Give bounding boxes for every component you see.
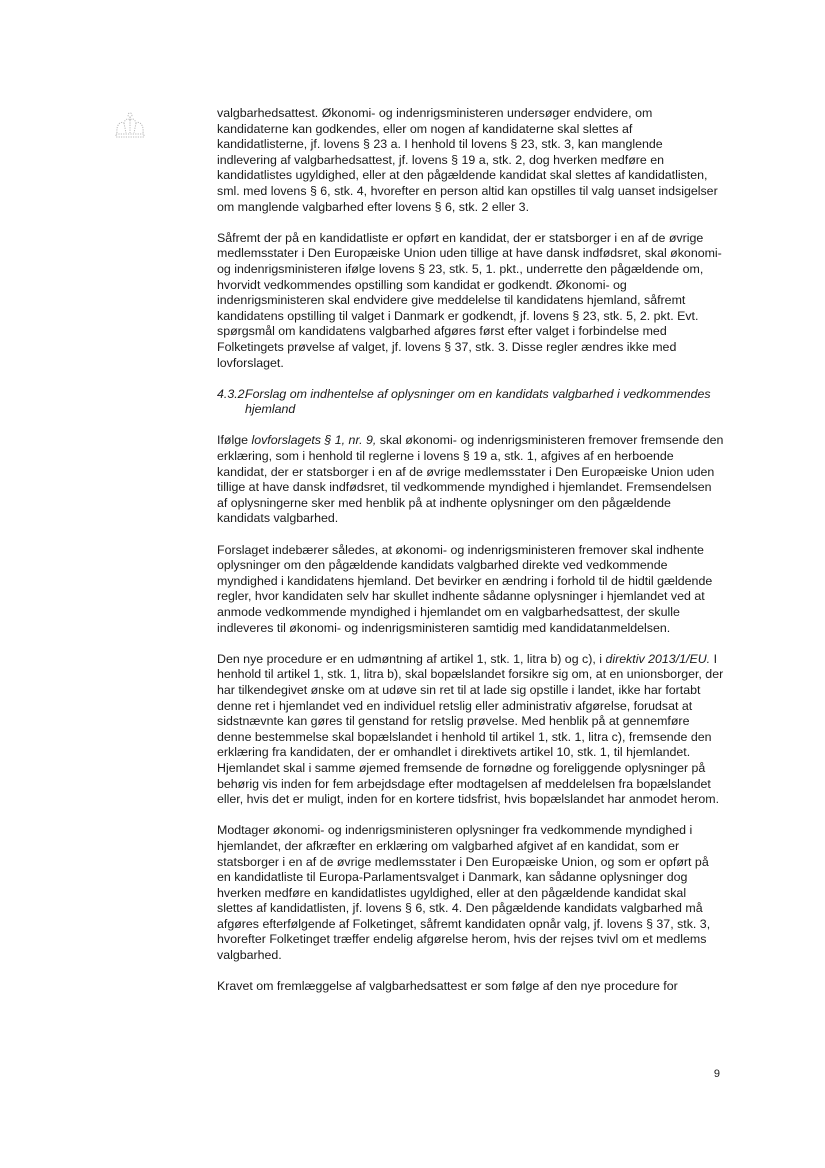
paragraph-5-text-a: Den nye procedure er en udmøntning af artikel 1, stk. 1, litra b) og c), i (217, 651, 606, 666)
paragraph-3 (217, 433, 725, 527)
section-number: 4.3.2. (217, 386, 249, 401)
body-text (217, 106, 725, 1010)
paragraph-4: Forslaget indebærer således, at økonomi- og indenrigsministeren fremover skal indhente oplysninger om den pågældende kandidats valgbarhed direkte ved vedkommende myndighed i kandidatens hjemland. Det bevirker en ændring i forhold til de hidtil gældende regler, hvor kandidaten selv har skullet indhente sådanne oplysninger i hjemlandet ved at anmode vedkommende myndighed i hjemlandet om en valgbarhedsattest, der skulle indleveres til økonomi- og indenrigsministeren samtidig med kandidatanmeldelsen. (217, 542, 713, 635)
paragraph-3-italic: lovforslagets § 1, nr. 9, (251, 433, 377, 448)
paragraph-5 (217, 652, 725, 808)
paragraph-3-text-a: Ifølge (217, 433, 252, 448)
paragraph-3-text-b: skal økonomi- og indenrigsministeren fremover fremsende den erklæring, som i henhold til reglerne i lovens § 19 a, stk. 1, afgives af en herboende kandidat, der er statsborger i en af de øvrige medlemsstater i Den Europæiske Union uden tillige at have dansk indfødsret, til vedkommende myndighed i hjemlandet. Fremsendelsen af oplysningerne sker med henblik på at indhente oplysninger om den pågældende kandidats valgbarhed. (217, 433, 724, 526)
section-heading (217, 387, 725, 418)
page-number: 9 (713, 1068, 720, 1080)
paragraph-1: valgbarhedsattest. Økonomi- og indenrigsministeren undersøger endvidere, om kandidaterne kan godkendes, eller om nogen af kandidaterne skal slettes af kandidatlisterne, jf. lovens § 23 a. I henhold til lovens § 23, stk. 3, kan manglende indlevering af valgbarhedsattest, jf. lovens § 19 a, stk. 2, dog hverken medføre en kandidatlistes ugyldighed, eller at den pågældende kandidat skal slettes af kandidatlisten, sml. med lovens § 6, stk. 4, hvorefter en person altid kan opstilles til valg uanset indsigelser om manglende valgbarhed efter lovens § 6, stk. 2 eller 3. (217, 106, 718, 214)
paragraph-7: Kravet om fremlæggelse af valgbarhedsattest er som følge af den nye procedure for (217, 979, 678, 994)
paragraph-5-italic: direktiv 2013/1/EU. (605, 651, 711, 666)
paragraph-2: Såfremt der på en kandidatliste er opført en kandidat, der er statsborger i en af de øvrige medlemsstater i Den Europæiske Union uden tillige at have dansk indfødsret, skal økonomi- og indenrigsministeren ifølge lovens § 23, stk. 5, 1. pkt., underrette den pågældende om, hvorvidt vedkommendes opstilling som kandidat er godkendt. Økonomi- og indenrigsministeren skal endvidere give meddelelse til kandidatens hjemland, såfremt kandidatens opstilling til valget i Danmark er godkendt, jf. lovens § 23, stk. 5, 2. pkt. Evt. spørgsmål om kandidatens valgbarhed afgøres først efter valget i forbindelse med Folketingets prøvelse af valget, jf. lovens § 37, stk. 3. Disse regler ændres ikke med lovforslaget. (217, 230, 722, 370)
section-title: Forslag om indhentelse af oplysninger om en kandidats valgbarhed i vedkommendes hjemland (245, 386, 711, 417)
danish-crown-icon (112, 110, 148, 140)
paragraph-6: Modtager økonomi- og indenrigsministeren oplysninger fra vedkommende myndighed i hjemlandet, der afkræfter en erklæring om valgbarhed afgivet af en kandidat, som er statsborger i en af de øvrige medlemsstater i Den Europæiske Union, og som er opført på en kandidatliste til Europa-Parlamentsvalget i Danmark, kan sådanne oplysninger dog hverken medføre en kandidatlistes ugyldighed, eller at den pågældende kandidat skal slettes af kandidatlisten, jf. lovens § 6, stk. 4. Den pågældende kandidats valgbarhed må afgøres efterfølgende af Folketinget, såfremt kandidaten opnår valg, jf. lovens § 37, stk. 3, hvorefter Folketinget træffer endelig afgørelse herom, hvis der rejses tvivl om et medlems valgbarhed. (217, 823, 711, 963)
paragraph-5-text-b: I henhold til artikel 1, stk. 1, litra b), skal bopælslandet forsikre sig om, at en unionsborger, der har tilkendegivet ønske om at udøve sin ret til at lade sig opstille i landet, ikke har fortabt denne ret i hjemlandet ved en individuel retslig eller administrativ afgørelse, forudsat at sidstnævnte kan gøres til genstand for retslig prøvelse. Med henblik på at gennemføre denne bestemmelse skal bopælslandet i henhold til artikel 1, stk. 1, litra c), fremsende den erklæring fra kandidaten, der er omhandlet i direktivets artikel 10, stk. 1, til hjemlandet. Hjemlandet skal i samme øjemed fremsende de fornødne og foreliggende oplysninger på behørig vis inden for fem arbejdsdage efter modtagelsen af meddelelsen fra bopælslandet eller, hvis det er muligt, inden for en kortere tidsfrist, hvis bopælslandet har anmodet herom. (217, 651, 724, 807)
